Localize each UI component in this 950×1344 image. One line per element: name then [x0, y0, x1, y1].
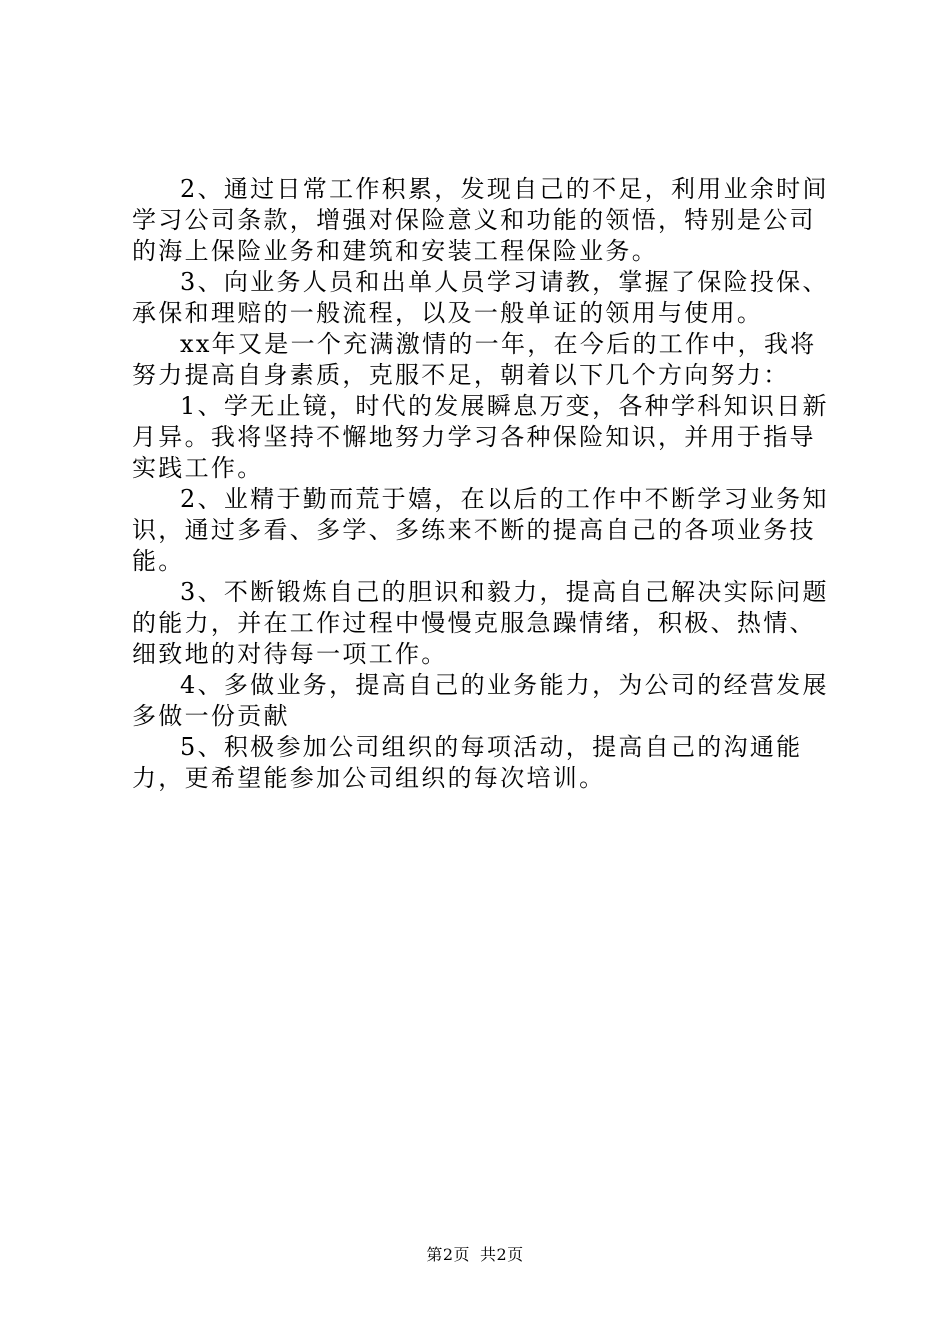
paragraph-goal-3: 3、不断锻炼自己的胆识和毅力，提高自己解决实际问题的能力，并在工作过程中慢慢克服急躁情绪，积极、热情、细致地的对待每一项工作。: [132, 578, 829, 668]
page-total: 共2页: [480, 1245, 524, 1264]
paragraph-goal-2: 2、业精于勤而荒于嬉，在以后的工作中不断学习业务知识，通过多看、多学、多练来不断的提高自己的各项业务技能。: [132, 485, 829, 575]
document-body: [132, 174, 832, 794]
paragraph-goal-4: 4、多做业务，提高自己的业务能力，为公司的经营发展多做一份贡献: [132, 671, 829, 730]
paragraph-goal-5: 5、积极参加公司组织的每项活动，提高自己的沟通能力，更希望能参加公司组织的每次培训。: [132, 733, 803, 792]
paragraph-study-clauses: 2、通过日常工作积累，发现自己的不足，利用业余时间学习公司条款，增强对保险意义和功能的领悟，特别是公司的海上保险业务和建筑和安装工程保险业务。: [132, 175, 829, 265]
paragraph-new-year-intro: xx年又是一个充满激情的一年，在今后的工作中，我将努力提高自身素质，克服不足，朝着以下几个方向努力：: [132, 330, 817, 389]
page-number: 第2页: [426, 1245, 470, 1264]
paragraph-goal-1: 1、学无止镜，时代的发展瞬息万变，各种学科知识日新月异。我将坚持不懈地努力学习各种保险知识，并用于指导实践工作。: [132, 392, 829, 482]
paragraph-learn-process: 3、向业务人员和出单人员学习请教，掌握了保险投保、承保和理赔的一般流程，以及一般单证的领用与使用。: [132, 268, 829, 327]
page-footer: [0, 1245, 950, 1265]
